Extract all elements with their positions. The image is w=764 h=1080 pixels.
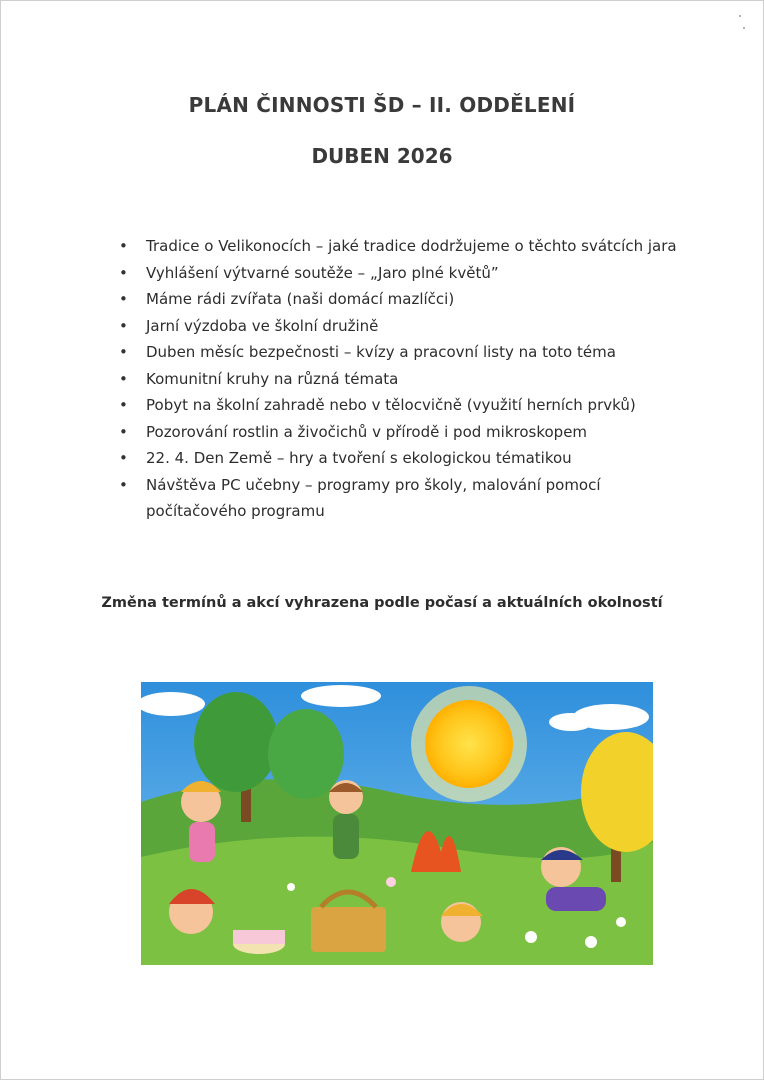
sun-icon [411,686,527,802]
list-item: • Návštěva PC učebny – programy pro školy, malování pomocí počítačového programu [119,472,679,525]
list-item: • Tradice o Velikonocích – jaké tradice dodržujeme o těchto svátcích jara [119,233,679,260]
child-figure [329,780,363,859]
spring-picnic-illustration [141,682,653,965]
list-item: • 22. 4. Den Země – hry a tvoření s ekologickou tématikou [119,445,679,472]
list-item: • Pobyt na školní zahradě nebo v tělocvičně (využití herních prvků) [119,392,679,419]
scan-speck [739,15,741,17]
list-item: • Vyhlášení výtvarné soutěže – „Jaro plné květů” [119,260,679,287]
scan-speck [743,27,745,29]
list-item: • Pozorování rostlin a živočichů v přírodě i pod mikroskopem [119,419,679,446]
cake [233,930,285,954]
list-item: • Máme rádi zvířata (naši domácí mazlíčci) [119,286,679,313]
disclaimer-note: Změna termínů a akcí vyhrazena podle počasí a aktuálních okolností [101,595,663,611]
list-item: • Duben měsíc bezpečnosti – kvízy a pracovní listy na toto téma [119,339,679,366]
list-item: • Komunitní kruhy na různá témata [119,366,679,393]
list-item: • Jarní výzdoba ve školní družině [119,313,679,340]
page-subtitle: DUBEN 2026 [311,144,453,168]
page-title: PLÁN ČINNOSTI ŠD – II. ODDĚLENÍ [188,93,576,117]
activity-list [119,233,679,525]
